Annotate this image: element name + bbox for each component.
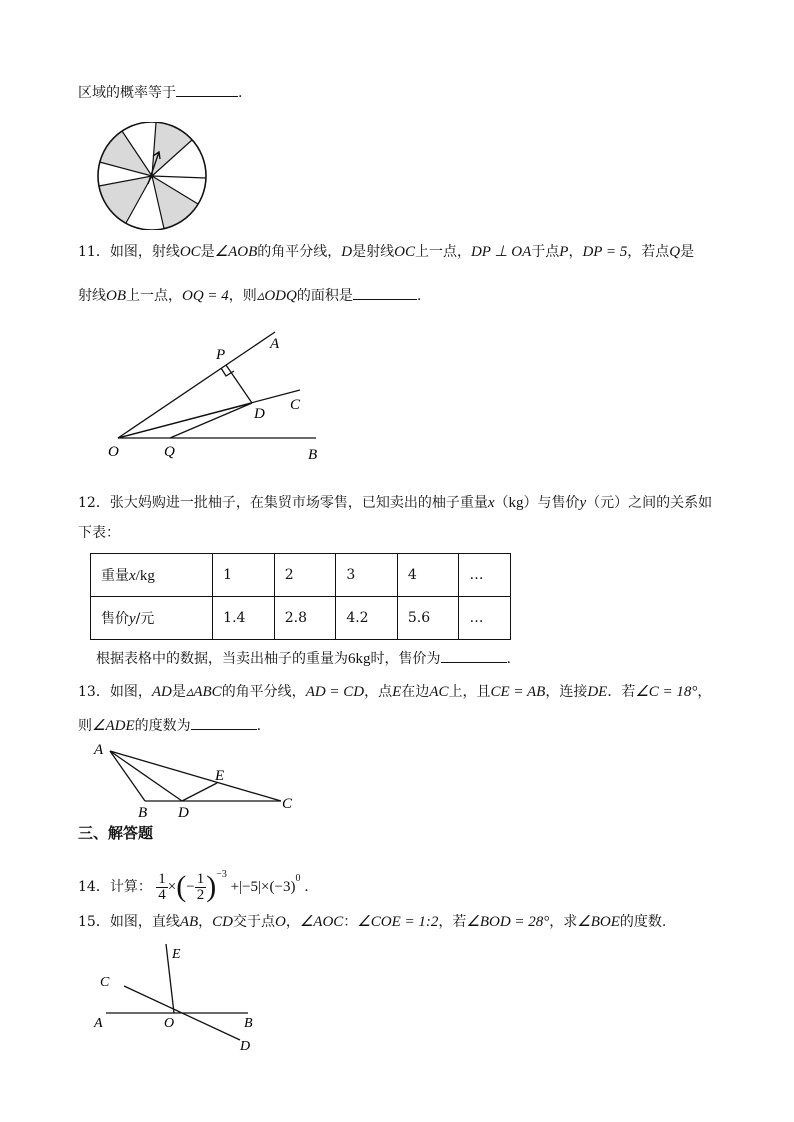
label-A: A [94, 1016, 103, 1031]
q11-figure [100, 328, 340, 463]
label-B: B [138, 805, 148, 820]
label-D: D [254, 406, 265, 422]
label-A: A [270, 336, 280, 352]
q13-figure [88, 740, 303, 820]
label-Q: Q [164, 444, 175, 460]
table-row [91, 597, 511, 640]
label-C: C [282, 796, 293, 812]
q11-answer-blank[interactable] [353, 285, 417, 300]
ray-OA [118, 332, 275, 438]
table-cell: 4 [397, 554, 459, 597]
label-B: B [244, 1016, 253, 1031]
table-cell: 1 [213, 554, 275, 597]
table-cell: 2 [274, 554, 336, 597]
section-heading: 三、解答题 [78, 824, 154, 842]
fraction-1-2: $\frac{1}{2}$ [196, 870, 205, 903]
q12-line2: 下表： [78, 525, 120, 541]
label-D: D [178, 805, 189, 820]
q13-line1: 13．如图，AD是▵ABC的角平分线，AD = CD，点E在边AC上，且CE = AB，连接DE．若∠C = 18°， [78, 684, 712, 700]
label-E: E [215, 768, 225, 784]
q10-text: 区域的概率等于 . [78, 82, 242, 103]
q13-answer-blank[interactable] [191, 715, 257, 730]
q12-line1: 12．张大妈购进一批柚子，在集贸市场零售，已知卖出的柚子重量x（kg）与售价y（元）之间的关系如 [78, 495, 713, 511]
label-A: A [94, 742, 104, 758]
q10-tail: 区域的概率等于 [78, 85, 176, 101]
label-P: P [216, 347, 226, 363]
label-O: O [108, 444, 119, 460]
label-C: C [290, 397, 301, 413]
q11-line2: 射线OB上一点，OQ = 4，则▵ODQ的面积是 . [78, 285, 421, 306]
spinner-shaded-sector [152, 123, 192, 177]
label-E: E [172, 947, 181, 962]
segment-DE [182, 783, 217, 801]
q14-expression: 14．计算： $\frac{1}{4}$ ×(− $\frac{1}{2}$ )$^{-3} +|-5|\times(-3)^0$ . [78, 869, 309, 903]
spinner-shaded-sector [152, 176, 198, 229]
label-D: D [240, 1039, 251, 1054]
table-header-weight: 重量x/kg [91, 554, 213, 597]
spinner-shaded-sector [99, 176, 152, 223]
table-cell: 3 [336, 554, 398, 597]
q12-answer-blank[interactable] [441, 648, 507, 663]
label-B: B [308, 447, 318, 463]
table-row [91, 554, 511, 597]
fraction-1-4: $\frac{1}{4}$ [158, 870, 166, 903]
segment-AD [110, 751, 182, 801]
q12-after-table: 根据表格中的数据，当卖出柚子的重量为6kg时，售价为 . [96, 648, 511, 669]
table-cell: … [459, 597, 511, 640]
table-cell: 4.2 [336, 597, 398, 640]
spinner-figure [94, 122, 212, 230]
side-AB [110, 751, 145, 801]
table-cell: 2.8 [274, 597, 336, 640]
table-header-price: 售价y/元 [91, 597, 213, 640]
table-cell: 1.4 [213, 597, 275, 640]
q10-answer-blank[interactable] [176, 82, 238, 97]
q13-line2: 则∠ADE的度数为 . [78, 715, 261, 736]
q12-table [90, 553, 511, 640]
q15-text: 15．如图，直线AB，CD交于点O，∠AOC：∠COE = 1:2，若∠BOD = 28°，求∠BOE的度数. [78, 914, 667, 930]
q15-figure [88, 940, 268, 1055]
segment-DP [226, 365, 252, 403]
table-cell: 5.6 [397, 597, 459, 640]
label-O: O [164, 1016, 175, 1031]
label-C: C [100, 975, 110, 990]
segment-OD-emph [118, 403, 252, 438]
table-cell: … [459, 554, 511, 597]
q11-line1: 11．如图，射线OC是∠AOB的角平分线，D是射线OC上一点，DP ⊥ OA于点P，DP = 5，若点Q是 [78, 244, 695, 260]
